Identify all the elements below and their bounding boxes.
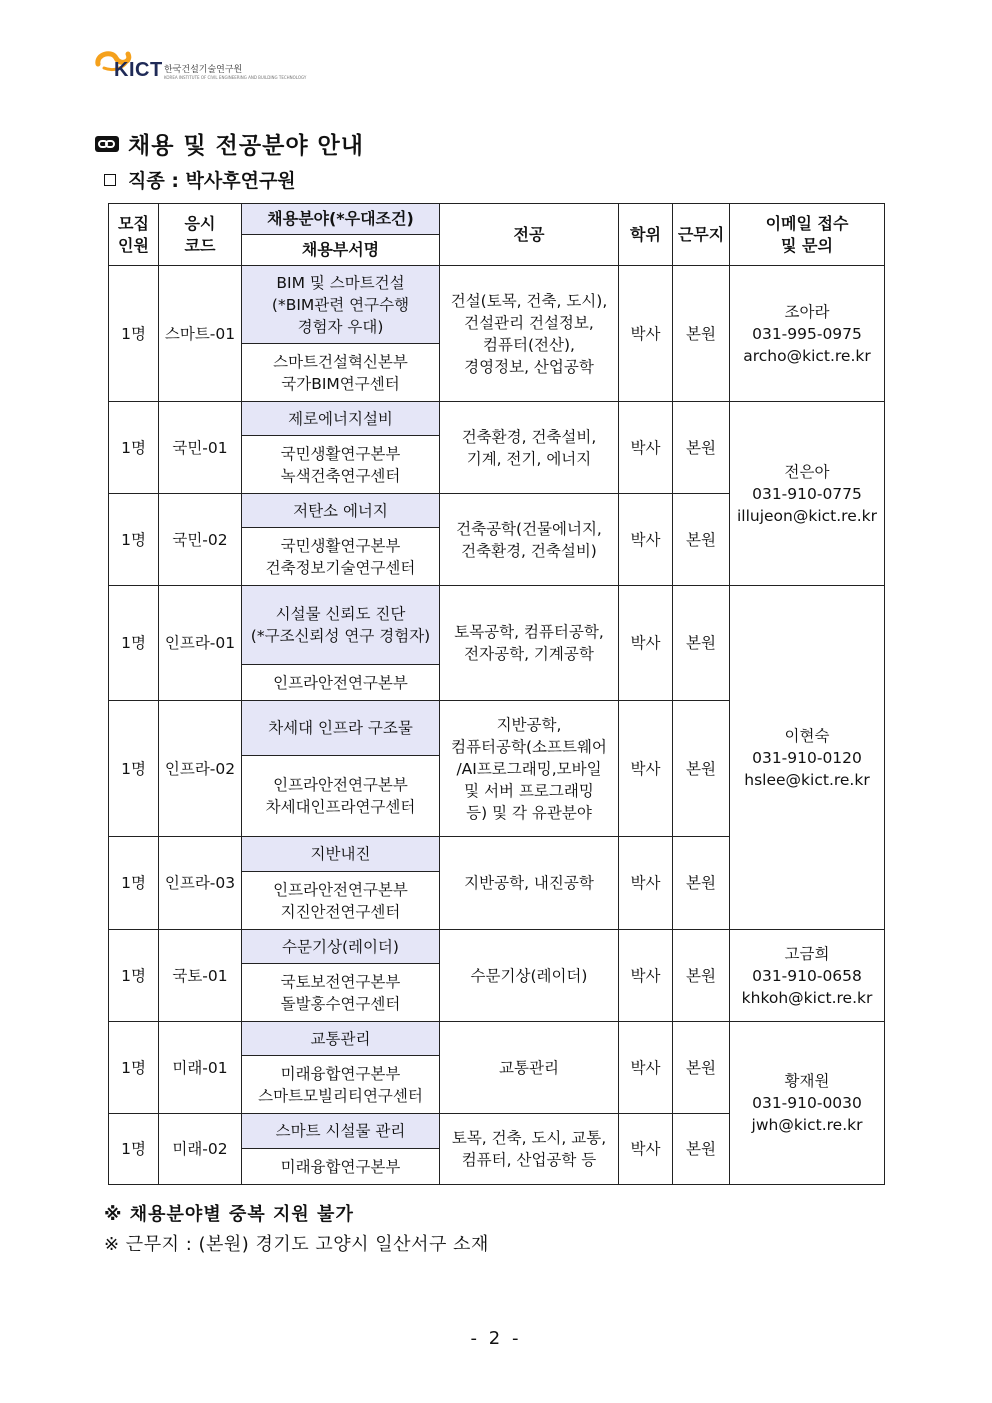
cell-dept: 국토보전연구본부 돌발홍수연구센터	[242, 964, 440, 1022]
cell-count: 1명	[109, 1114, 159, 1185]
subtitle	[104, 166, 296, 193]
cell-location: 본원	[673, 586, 730, 701]
cell-dept: 국민생활연구본부 건축정보기술연구센터	[242, 528, 440, 586]
cell-count: 1명	[109, 837, 159, 930]
cell-degree: 박사	[619, 494, 673, 586]
header-count: 모집 인원	[109, 204, 159, 266]
link-icon	[94, 135, 120, 153]
cell-major: 교통관리	[440, 1022, 619, 1114]
cell-field: BIM 및 스마트건설 (*BIM관련 연구수행 경험자 우대)	[242, 266, 440, 344]
cell-count: 1명	[109, 494, 159, 586]
cell-degree: 박사	[619, 1022, 673, 1114]
cell-field: 교통관리	[242, 1022, 440, 1056]
cell-field: 지반내진	[242, 837, 440, 872]
header-code: 응시 코드	[159, 204, 242, 266]
note-location: ※ 근무지 : (본원) 경기도 고양시 일산서구 소재	[104, 1234, 489, 1255]
cell-dept: 인프라안전연구본부 차세대인프라연구센터	[242, 756, 440, 837]
header-degree: 학위	[619, 204, 673, 266]
checkbox-square-icon	[104, 174, 116, 186]
cell-count: 1명	[109, 930, 159, 1022]
cell-major: 건설(토목, 건축, 도시), 건설관리 건설정보, 컴퓨터(전산), 경영정보, 산업공학	[440, 266, 619, 402]
table-row	[109, 266, 885, 344]
cell-degree: 박사	[619, 266, 673, 402]
cell-dept: 인프라안전연구본부	[242, 665, 440, 701]
cell-dept: 스마트건설혁신본부 국가BIM연구센터	[242, 344, 440, 402]
cell-contact	[730, 402, 885, 586]
cell-code: 국토-01	[159, 930, 242, 1022]
table-row	[109, 1022, 885, 1056]
cell-contact	[730, 586, 885, 930]
contact-email[interactable]: khkoh@kict.re.kr	[741, 988, 873, 1007]
header-row-1	[109, 204, 885, 235]
header-location: 근무지	[673, 204, 730, 266]
cell-field: 시설물 신뢰도 진단 (*구조신뢰성 연구 경험자)	[242, 586, 440, 665]
kict-logo	[94, 46, 307, 86]
cell-dept: 국민생활연구본부 녹색건축연구센터	[242, 436, 440, 494]
cell-contact	[730, 930, 885, 1022]
cell-dept: 미래융합연구본부 스마트모빌리티연구센터	[242, 1056, 440, 1114]
cell-field: 차세대 인프라 구조물	[242, 701, 440, 756]
contact-phone: 031-995-0975	[752, 324, 862, 343]
cell-code: 인프라-03	[159, 837, 242, 930]
cell-code: 미래-01	[159, 1022, 242, 1114]
contact-phone: 031-910-0658	[752, 966, 862, 985]
table-row	[109, 930, 885, 964]
cell-location: 본원	[673, 402, 730, 494]
table-row	[109, 402, 885, 436]
cell-major: 건축공학(건물에너지, 건축환경, 건축설비)	[440, 494, 619, 586]
note-no-duplicate: ※ 채용분야별 중복 지원 불가	[104, 1204, 354, 1225]
cell-code: 국민-01	[159, 402, 242, 494]
cell-location: 본원	[673, 266, 730, 402]
cell-code: 인프라-02	[159, 701, 242, 837]
cell-degree: 박사	[619, 701, 673, 837]
cell-count: 1명	[109, 402, 159, 494]
cell-location: 본원	[673, 1022, 730, 1114]
notes	[104, 1200, 489, 1260]
org-name: 한국건설기술연구원	[164, 65, 243, 75]
cell-dept: 미래융합연구본부	[242, 1149, 440, 1185]
table-row	[109, 586, 885, 665]
contact-phone: 031-910-0120	[752, 748, 862, 767]
cell-degree: 박사	[619, 930, 673, 1022]
header-contact: 이메일 접수 및 문의	[730, 204, 885, 266]
cell-major: 토목공학, 컴퓨터공학, 전자공학, 기계공학	[440, 586, 619, 701]
header-major: 전공	[440, 204, 619, 266]
cell-major: 지반공학, 내진공학	[440, 837, 619, 930]
contact-email[interactable]: jwh@kict.re.kr	[751, 1116, 863, 1134]
cell-field: 저탄소 에너지	[242, 494, 440, 528]
cell-major: 수문기상(레이더)	[440, 930, 619, 1022]
contact-name: 이현숙	[784, 726, 830, 745]
logo-text: KICT	[114, 59, 163, 81]
org-name-en: KOREA INSTITUTE OF CIVIL ENGINEERING AND BUILDING TECHNOLOGY	[164, 75, 307, 80]
cell-degree: 박사	[619, 1114, 673, 1185]
header-field: 채용분야(*우대조건)	[242, 204, 440, 235]
cell-degree: 박사	[619, 402, 673, 494]
contact-email[interactable]: hslee@kict.re.kr	[744, 770, 870, 789]
contact-name: 황재원	[784, 1072, 830, 1090]
cell-dept: 인프라안전연구본부 지진안전연구센터	[242, 872, 440, 930]
contact-phone: 031-910-0030	[752, 1094, 862, 1112]
cell-degree: 박사	[619, 837, 673, 930]
cell-code: 미래-02	[159, 1114, 242, 1185]
cell-contact	[730, 266, 885, 402]
contact-email[interactable]: archo@kict.re.kr	[743, 346, 871, 365]
contact-name: 조아라	[784, 302, 830, 321]
page-title	[94, 127, 364, 160]
subtitle-text: 직종 : 박사후연구원	[128, 170, 296, 192]
cell-degree: 박사	[619, 586, 673, 701]
cell-field: 수문기상(레이더)	[242, 930, 440, 964]
header-dept: 채용부서명	[242, 235, 440, 266]
cell-location: 본원	[673, 494, 730, 586]
contact-name: 고금희	[784, 944, 830, 963]
title-text: 채용 및 전공분야 안내	[128, 133, 364, 159]
cell-location: 본원	[673, 930, 730, 1022]
cell-code: 인프라-01	[159, 586, 242, 701]
cell-location: 본원	[673, 701, 730, 837]
cell-count: 1명	[109, 586, 159, 701]
cell-code: 국민-02	[159, 494, 242, 586]
cell-field: 스마트 시설물 관리	[242, 1114, 440, 1149]
cell-major: 지반공학, 컴퓨터공학(소프트웨어 /AI프로그래밍,모바일 및 서버 프로그래밍 등) 및 각 유관분야	[440, 701, 619, 837]
contact-email[interactable]: illujeon@kict.re.kr	[736, 506, 878, 525]
cell-code: 스마트-01	[159, 266, 242, 402]
page-number: - 2 -	[470, 1328, 522, 1349]
cell-location: 본원	[673, 1114, 730, 1185]
cell-count: 1명	[109, 1022, 159, 1114]
contact-phone: 031-910-0775	[752, 484, 862, 503]
cell-location: 본원	[673, 837, 730, 930]
cell-field: 제로에너지설비	[242, 402, 440, 436]
cell-count: 1명	[109, 266, 159, 402]
cell-count: 1명	[109, 701, 159, 837]
recruitment-table	[108, 203, 885, 1185]
cell-major: 토목, 건축, 도시, 교통, 컴퓨터, 산업공학 등	[440, 1114, 619, 1185]
contact-name: 전은아	[784, 462, 830, 481]
cell-major: 건축환경, 건축설비, 기계, 전기, 에너지	[440, 402, 619, 494]
cell-contact	[730, 1022, 885, 1185]
